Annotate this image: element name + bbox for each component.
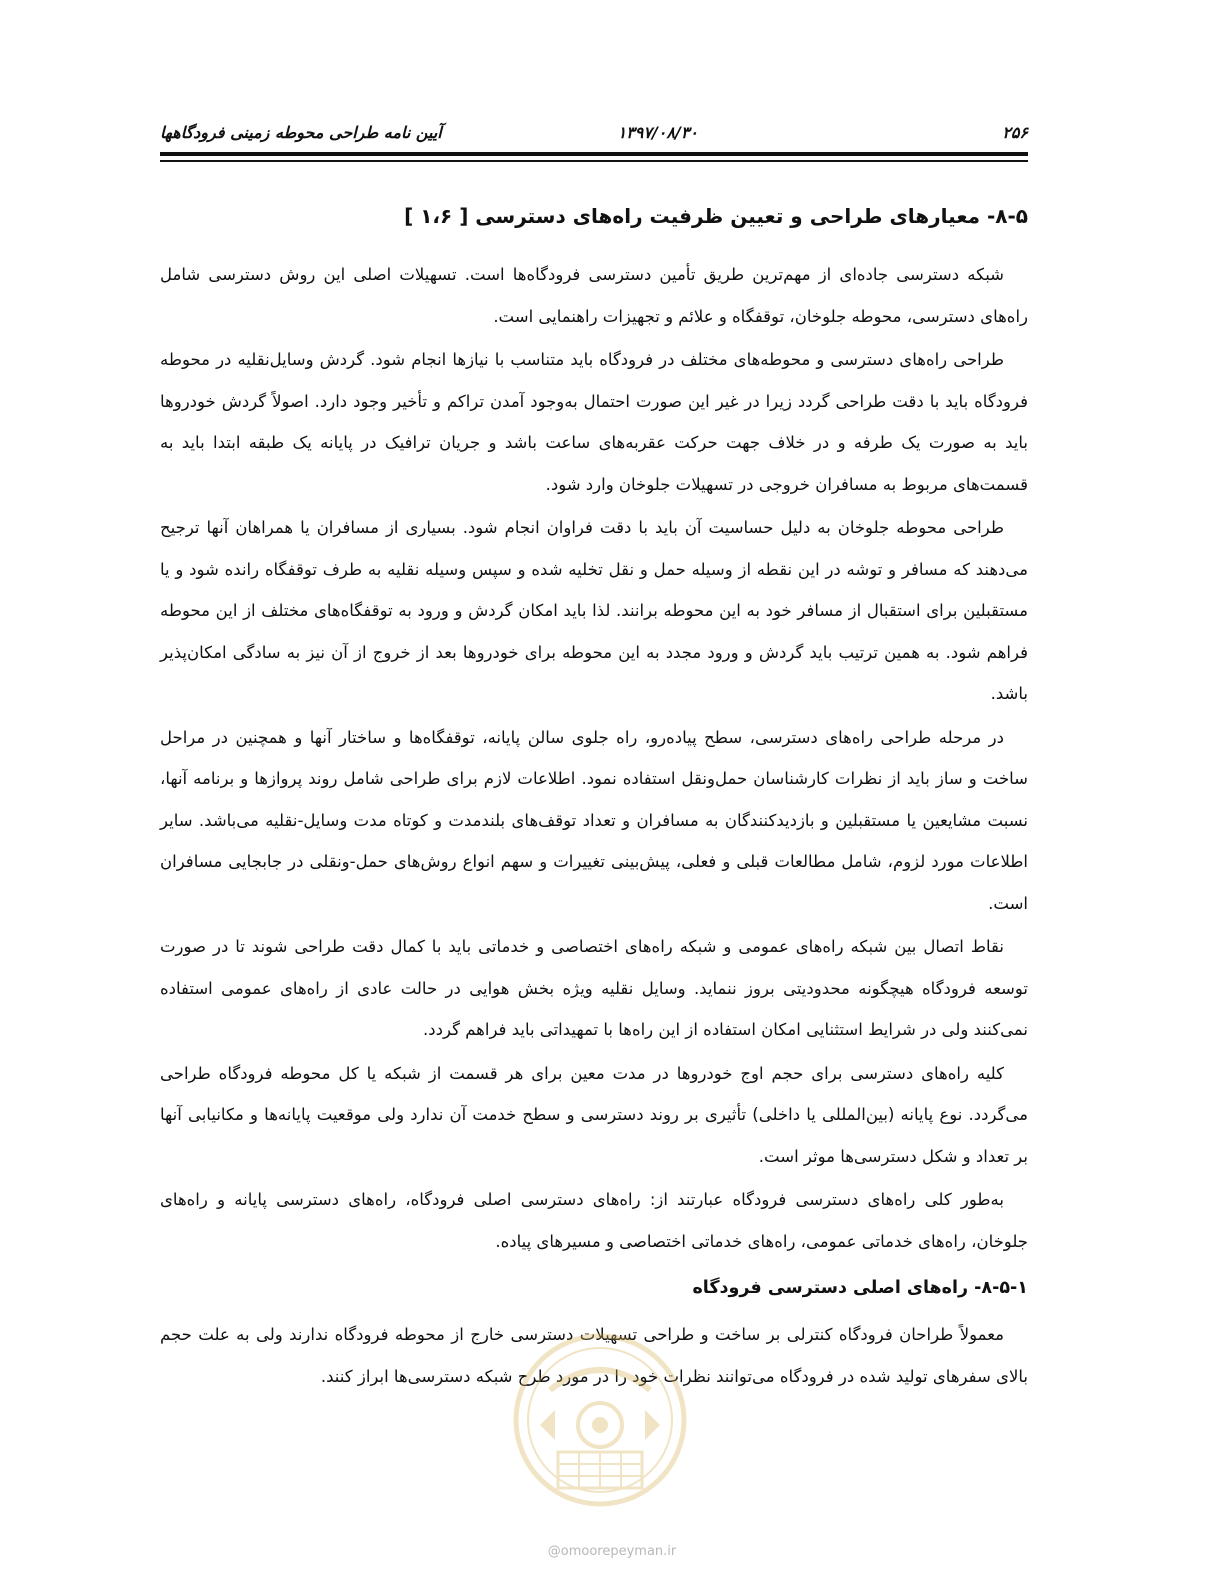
paragraph: معمولاً طراحان فرودگاه کنترلی بر ساخت و طراحی تسهیلات دسترسی خارج از محوطه فرودگاه ندارند ولی به علت حجم بالای سفرهای تولید شده در فرودگاه می‌توانند نظرات خود را در مورد طرح شبکه دسترسی‌ها ابراز کنند. [160,1325,1028,1386]
paragraph: کلیه راه‌های دسترسی برای حجم اوج خودروها در مدت معین برای هر قسمت از شبکه یا کل محوطه فرودگاه طراحی می‌گردد. نوع پایانه (بین‌المللی یا داخلی) تأثیری بر روند دسترسی و سطح خدمت آن ندارد ولی موقعیت پایانه‌ها و مکانیابی آنها بر تعداد و شکل دسترسی‌ها موثر است. [160,1063,1028,1166]
footer-url: @omoorepeyman.ir [547,1544,677,1559]
page-body [160,196,1028,1399]
paragraph: شبکه دسترسی جاده‌ای از مهم‌ترین طریق تأمین دسترسی فرودگاه‌ها است. تسهیلات اصلی این روش دسترسی شامل راه‌های دسترسی، محوطه جلوخان، توقفگاه و علائم و تجهیزات راهنمایی است. [160,265,1028,326]
paragraph: نقاط اتصال بین شبکه راه‌های عمومی و شبکه راه‌های اختصاصی و خدماتی باید با کمال دقت طراحی شوند تا در صورت توسعه فرودگاه هیچگونه محدودیتی بروز ننماید. وسایل نقلیه ویژه بخش هوایی در حالت عادی از راه‌های عمومی استفاده نمی‌کنند ولی در شرایط استثنایی امکان استفاده از این راه‌ها با تمهیداتی باید فراهم گردد. [160,937,1028,1039]
page-header [160,118,1028,148]
header-page-number: ۲۵۶ [1002,123,1028,142]
header-date: ۱۳۹۷/۰۸/۳۰ [617,123,698,142]
paragraph: طراحی محوطه جلوخان به دلیل حساسیت آن باید با دقت فراوان انجام شود. بسیاری از مسافران یا همراهان آنها ترجیح می‌دهند که مسافر و توشه در این نقطه از وسیله حمل و نقل تخلیه شده و سپس وسیله نقلیه به طرف توقفگاه رانده شود و یا مستقبلین برای استقبال از مسافر خود به این محوطه برانند. لذا باید امکان گردش و ورود به توقفگاه‌های مختلف از این محوطه فراهم شود. به همین ترتیب باید گردش و ورود مجدد به این محوطه برای خودروها بعد از خروج از آن نیز به سادگی امکان‌پذیر باشد. [160,518,1028,703]
section-heading: ۸-۵- معیارهای طراحی و تعیین ظرفیت راه‌های دسترسی [ ۱،۶ ] [404,204,1028,228]
subsection-heading: ۸-۵-۱- راه‌های اصلی دسترسی فرودگاه [692,1278,1028,1298]
paragraph: در مرحله طراحی راه‌های دسترسی، سطح پیاده‌رو، راه جلوی سالن پایانه، توقفگاه‌ها و ساختار آنها و همچنین در مراحل ساخت و ساز باید از نظرات کارشناسان حمل‌ونقل استفاده نمود. اطلاعات لازم برای طراحی شامل روند پروازها و برنامه آنها، نسبت مشایعین یا مستقبلین و بازدیدکنندگان به مسافران و تعداد توقف‌های بلندمدت و کوتاه مدت وسایل-نقلیه می‌باشد. سایر اطلاعات مورد لزوم، شامل مطالعات قبلی و فعلی، پیش‌بینی تغییرات و سهم انواع روش‌های حمل-ونقلی در جابجایی مسافران است. [160,727,1028,913]
paragraph: به‌طور کلی راه‌های دسترسی فرودگاه عبارتند از: راه‌های دسترسی اصلی فرودگاه، راه‌های دسترسی پایانه و راه‌های جلوخان، راه‌های خدماتی عمومی، راه‌های خدماتی اختصاصی و مسیرهای پیاده. [160,1190,1028,1251]
header-rule-thin [160,160,1028,162]
header-rule-thick [160,152,1028,156]
paragraph: طراحی راه‌های دسترسی و محوطه‌های مختلف در فرودگاه باید متناسب با نیازها انجام شود. گردش وسایل‌نقلیه در محوطه فرودگاه باید با دقت طراحی گردد زیرا در غیر این صورت احتمال به‌وجود آمدن تراکم و تأخیر وجود دارد. اصولاً گردش خودروها باید به صورت یک طرفه و در خلاف جهت حرکت عقربه‌های ساعت باشد و جریان ترافیک در پایانه یک طبقه ابتدا باید به قسمت‌های مربوط به مسافران خروجی در تسهیلات جلوخان وارد شود. [160,350,1028,494]
header-title: آیین نامه طراحی محوطه زمینی فرودگاهها [160,123,442,142]
